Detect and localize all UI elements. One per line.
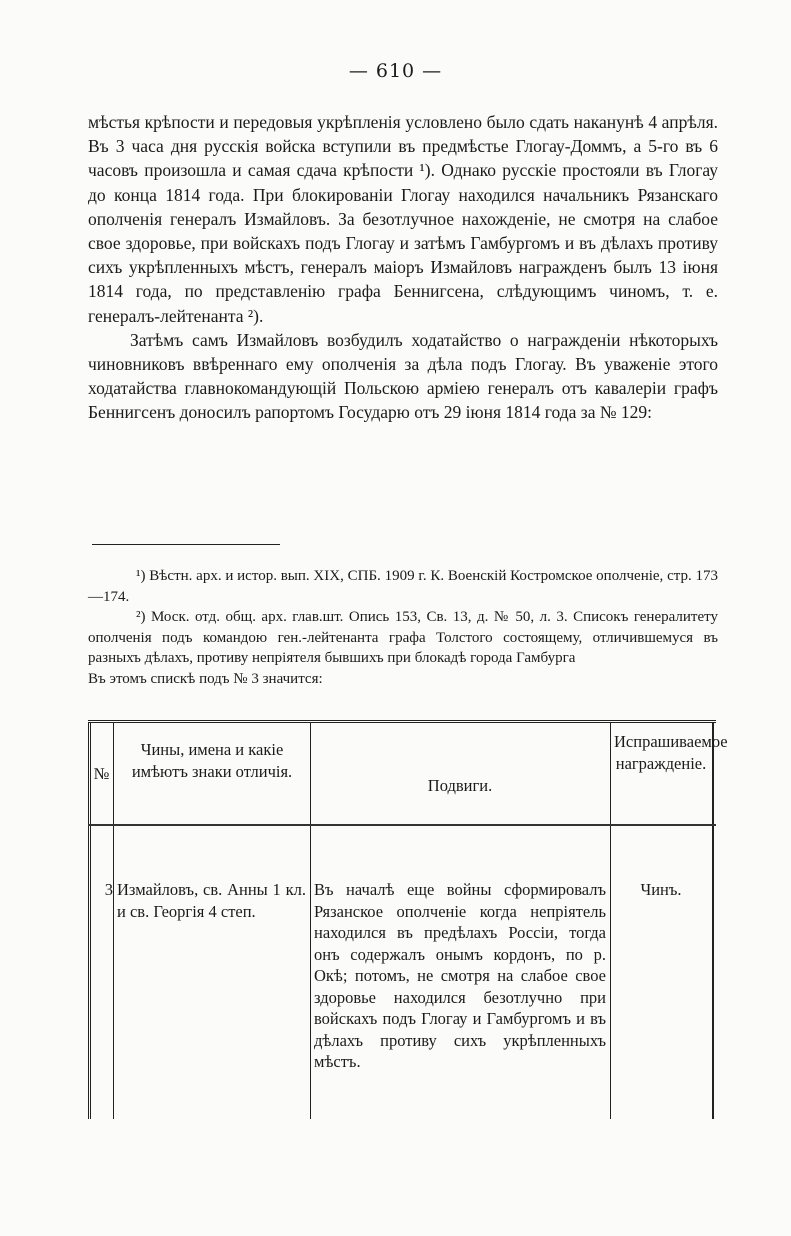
table-divider-3 — [610, 723, 611, 1119]
header-number: № — [93, 764, 110, 783]
row-ranks: Измайловъ, св. Анны 1 кл. и св. Георгія 4 степ. — [117, 880, 306, 921]
table-border-right — [712, 723, 714, 1119]
row-deeds: Въ началѣ еще войны сформировалъ Рязанское ополченіе когда непріятель находился въ предѣлахъ Россіи, тогда онъ содержалъ онымъ кордонъ, по р. Окѣ; потомъ, не смотря на слабое свое здоровье находился безотлучно при войскахъ подъ Глогау и Гамбургомъ и въ дѣлахъ противу сихъ укрѣпленныхъ мѣстъ. — [314, 880, 606, 1071]
header-separator — [88, 824, 716, 826]
row-reward: Чинъ. — [640, 880, 682, 899]
footnote-1: ¹) Вѣстн. арх. и истор. вып. XIX, СПБ. 1909 г. К. Военскій Костромское ополченіе, стр. 173—174. — [88, 568, 718, 605]
table-intro: Въ этомъ спискѣ подъ № 3 значится: — [88, 670, 323, 687]
main-text — [88, 110, 718, 425]
footnote-separator — [92, 544, 280, 545]
table-divider-2 — [310, 723, 311, 1119]
paragraph-1: мѣстья крѣпости и передовыя укрѣпленія условлено было сдать наканунѣ 4 апрѣля. Въ 3 часа дня русскія войска вступили въ предмѣстье Глогау-Доммъ, а 5-го въ 6 часовъ произошла и самая сдача крѣпости ¹). Однако русскіе простояли въ Глогау до конца 1814 года. При блокированіи Глогау находился начальникъ Рязанскаго ополченія генералъ Измайловъ. За безотлучное нахожденіе, не смотря на слабое свое здоровье, при войскахъ подъ Глогау и затѣмъ Гамбургомъ и въ дѣлахъ противу сихъ укрѣпленныхъ мѣстъ, генералъ маіоръ Измайловъ награжденъ былъ 13 іюня 1814 года, по представленію графа Беннигсена, слѣдующимъ чиномъ, т. е. генералъ-лейтенанта ²). — [88, 112, 718, 326]
row-number: 3 — [104, 880, 113, 899]
paragraph-2: Затѣмъ самъ Измайловъ возбудилъ ходатайство о награжденіи нѣкоторыхъ чиновниковъ ввѣреннаго ему ополченія за дѣла подъ Глогау. Въ уваженіе этого ходатайства главнокомандующій Польскою арміею генералъ отъ кавалеріи графъ Беннигсенъ доносилъ рапортомъ Государю отъ 29 іюня 1814 года за № 129: — [88, 329, 718, 423]
footnote-2: ²) Моск. отд. общ. арх. глав.шт. Опись 153, Св. 13, д. № 50, л. 3. Списокъ генералитету ополченія подъ командою ген.-лейтенанта графа Толстого состоящему, отличившемуся въ разныхъ дѣлахъ, противу непріятеля бывшихъ при блокадѣ города Гамбурга — [88, 609, 718, 667]
header-deeds: Подвиги. — [427, 776, 493, 795]
awards-table — [88, 720, 728, 1119]
footnotes — [88, 566, 718, 690]
header-ranks: Чины, имена и какіе имѣютъ знаки отличія. — [131, 740, 293, 781]
header-reward: Испрашиваемое награжденіе. — [614, 732, 728, 773]
page-number: — 610 — — [348, 60, 443, 82]
